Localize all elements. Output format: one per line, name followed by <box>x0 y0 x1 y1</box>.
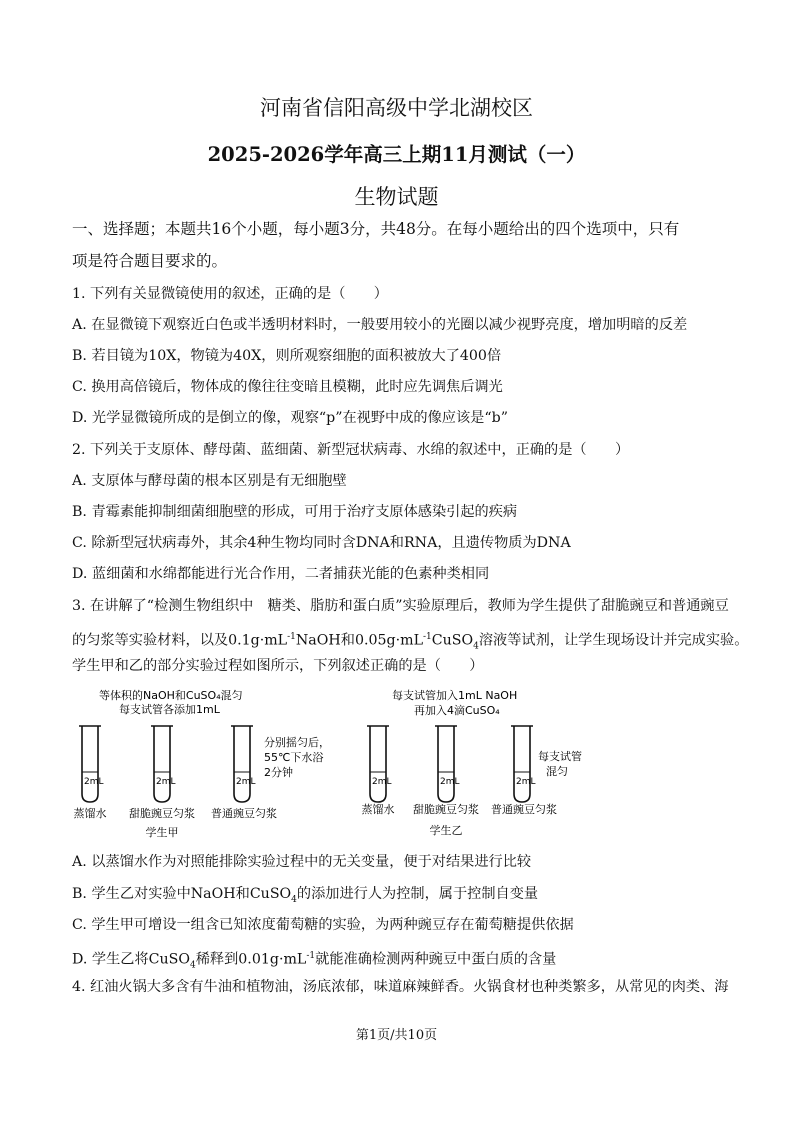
student-a-label: 学生甲 <box>145 826 179 839</box>
q1-option-a: A. 在显微镜下观察近白色或半透明材料时，一般要用较小的光圈以减少视野亮度，增加明暗的反差 <box>72 317 688 333</box>
student-b-diagram <box>362 688 583 837</box>
tube-volume-label: 2mL <box>236 777 256 787</box>
q3-sup-1: -1 <box>287 632 296 642</box>
q3-stem-part-a: 的匀浆等实验材料，以及0.1g·mL <box>72 632 288 649</box>
fig-left-side1: 分别摇匀后， <box>264 736 330 749</box>
q3-option-d-sup: -1 <box>306 951 316 961</box>
fig-left-top1: 等体积的NaOH和CuSO₄混匀 <box>99 689 243 702</box>
q3-option-a: A. 以蒸馏水作为对照能排除实验过程中的无关变量，便于对结果进行比较 <box>72 854 532 870</box>
q3-option-d-sub: 4 <box>189 960 196 971</box>
tube-label-a2: 甜脆豌豆匀浆 <box>129 807 195 820</box>
test-tube <box>151 726 176 802</box>
tube-label-b3: 普通豌豆匀浆 <box>491 803 557 816</box>
test-tube <box>231 726 256 802</box>
q3-stem-part-b: NaOH和0.05g·mL <box>295 632 423 649</box>
q1-option-b: B. 若目镜为10X，物镜为40X，则所观察细胞的面积被放大了400倍 <box>72 348 502 364</box>
fig-right-side1: 每支试管 <box>538 750 582 763</box>
section-instructions-cont: 项是符合题目要求的。 <box>72 252 228 270</box>
page-footer: 第1页/共10页 <box>355 1028 438 1043</box>
q3-option-b-sub: 4 <box>291 894 297 905</box>
fig-left-side2: 55℃下水浴 <box>264 751 324 764</box>
school-title: 河南省信阳高级中学北湖校区 <box>260 96 533 120</box>
q1-stem: 1. 下列有关显微镜使用的叙述，正确的是（ ） <box>72 286 388 302</box>
q2-option-a: A. 支原体与酵母菌的根本区别是有无细胞壁 <box>72 473 347 489</box>
student-a-diagram <box>74 688 331 839</box>
q3-sub-4: 4 <box>473 641 479 652</box>
fig-right-top1: 每支试管加入1mL NaOH <box>392 689 518 702</box>
q3-option-b <box>72 884 724 910</box>
tube-volume-label: 2mL <box>440 777 460 787</box>
q3-stem-part-d: 溶液等试剂，让学生现场设计并完成实验。 <box>478 632 749 649</box>
test-tube <box>435 726 460 802</box>
tube-label-a1: 蒸馏水 <box>73 807 107 820</box>
fig-left-top2: 每支试管各添加1mL <box>119 703 220 716</box>
fig-left-side3: 2分钟 <box>264 766 293 779</box>
tube-volume-label: 2mL <box>84 777 104 787</box>
q3-stem-line1: 3. 在讲解了“检测生物组织中 糖类、脂肪和蛋白质”实验原理后，教师为学生提供了甜脆豌豆和普通豌豆 <box>72 598 729 614</box>
student-b-label: 学生乙 <box>429 824 463 837</box>
tube-volume-label: 2mL <box>516 777 536 787</box>
q2-option-c: C. 除新型冠状病毒外，其余4种生物均同时含DNA和RNA，且遗传物质为DNA <box>72 535 571 551</box>
q3-option-b-part1: B. 学生乙对实验中NaOH和CuSO <box>72 886 292 902</box>
q1-option-d: D. 光学显微镜所成的是倒立的像，观察“p”在视野中成的像应该是“b” <box>72 410 508 426</box>
tube-label-a3: 普通豌豆匀浆 <box>211 807 277 820</box>
q3-stem-line2 <box>72 627 749 657</box>
q4-stem: 4. 红油火锅大多含有牛油和植物油，汤底浓郁，味道麻辣鲜香。火锅食材也种类繁多，从常见的肉类、海 <box>72 979 729 995</box>
q3-sup-2: -1 <box>423 632 432 642</box>
q3-stem-line3: 学生甲和乙的部分实验过程如图所示，下列叙述正确的是（ ） <box>72 658 484 674</box>
tube-volume-label: 2mL <box>372 777 392 787</box>
fig-right-side2: 混匀 <box>546 765 568 778</box>
tube-label-b2: 甜脆豌豆匀浆 <box>413 803 479 816</box>
q3-stem-part-c: CuSO <box>431 632 474 649</box>
tube-volume-label: 2mL <box>156 777 176 787</box>
q3-option-d-part3: 就能准确检测两种豌豆中蛋白质的含量 <box>315 951 557 968</box>
exam-title: 2025-2026学年高三上期11月测试（一） <box>207 143 586 166</box>
q3-option-b-part2: 的添加进行人为控制，属于控制自变量 <box>296 886 539 902</box>
q1-option-c: C. 换用高倍镜后，物体成的像往往变暗且模糊，此时应先调焦后调光 <box>72 379 503 395</box>
test-tube <box>511 726 536 802</box>
q3-option-d-part2: 稀释到0.01g·mL <box>195 951 307 968</box>
subject-title: 生物试题 <box>354 185 439 209</box>
q2-option-d: D. 蓝细菌和水绵都能进行光合作用，二者捕获光能的色素种类相同 <box>72 566 490 582</box>
q2-option-b: B. 青霉素能抑制细菌细胞壁的形成，可用于治疗支原体感染引起的疾病 <box>72 504 518 520</box>
tube-label-b1: 蒸馏水 <box>361 803 395 816</box>
q3-option-d <box>72 946 724 976</box>
q3-option-d-part1: D. 学生乙将CuSO <box>72 951 190 968</box>
q2-stem: 2. 下列关于支原体、酵母菌、蓝细菌、新型冠状病毒、水绵的叙述中，正确的是（ ） <box>72 442 630 458</box>
section-instructions: 一、选择题；本题共16个小题，每小题3分，共48分。在每小题给出的四个选项中，只有 <box>72 220 680 238</box>
test-tube <box>367 726 392 802</box>
q3-option-c: C. 学生甲可增设一组含已知浓度葡萄糖的实验，为两种豌豆存在葡萄糖提供依据 <box>72 917 574 933</box>
test-tube <box>79 726 104 802</box>
experiment-figure <box>72 686 602 846</box>
fig-right-top2: 再加入4滴CuSO₄ <box>414 704 500 717</box>
